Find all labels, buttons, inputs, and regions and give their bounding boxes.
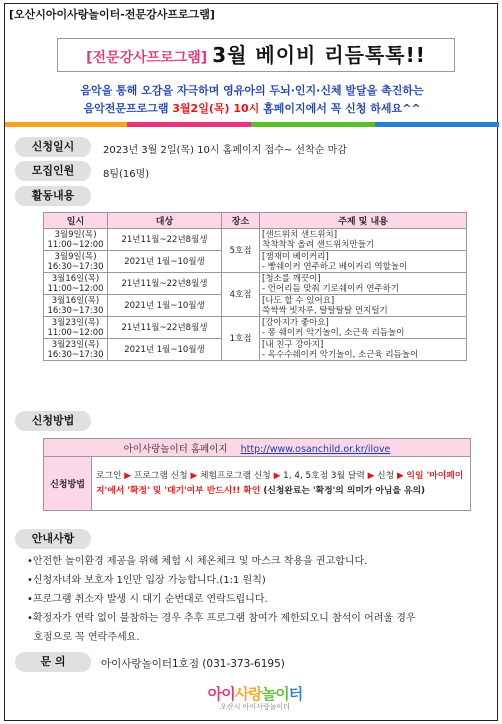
logo-subtext: 오산시 아이사랑놀이터 (220, 703, 290, 711)
capacity-label: 모집인원 (15, 161, 91, 181)
divider-stripe-pink (127, 122, 251, 127)
session-topic: [내 친구 강아지] - 옥수수쉐이커 악기놀이, 소근육 리듬놀이 (260, 339, 467, 361)
notice-item: 호점으로 꼭 연락주세요. (27, 632, 140, 643)
notice-item: •확정자가 연락 없이 불참하는 경우 추후 프로그램 참여가 제한되오니 참석이 어려울 경우 (27, 613, 416, 624)
apply-method-label: 신청방법 (15, 411, 91, 431)
description-line-1: 음악을 통해 오감을 자극하며 영유아의 두뇌·인지·신체 발달을 촉진하는 (80, 84, 424, 97)
logo-part: 아이 (207, 685, 235, 703)
divider-stripe-blue (375, 122, 499, 127)
session-datetime: 3월9일(목) 11:00~12:00 (44, 229, 108, 251)
table-row (44, 273, 467, 295)
contact-label: 문 의 (15, 652, 91, 672)
col-header-topic: 주제 및 내용 (260, 213, 467, 229)
arrow-right-icon: ▶ (190, 470, 198, 481)
apply-steps: 로그인 ▶ 프로그램 신청 ▶ 체험프로그램 신청 ▶ 1, 4, 5호점 3월 달력 ▶ 신청 ▶ 익일 '마이페이지'에서 '확정' 및 '대기'여부 반드시!! 확인 (신청완료는 '확정'의 의미가 아님을 유의) (92, 457, 471, 511)
apply-date-label: 신청일시 (15, 137, 91, 157)
session-datetime: 3월16일(목) 11:00~12:00 (44, 273, 108, 295)
notice-item: •신청자녀와 보호자 1인만 입장 가능합니다.(1:1 원칙) (27, 575, 266, 586)
title-box (57, 38, 455, 72)
col-header-date: 일시 (44, 213, 108, 229)
schedule-header-row (44, 213, 467, 229)
divider-stripe-green (251, 122, 375, 127)
session-datetime: 3월9일(목) 16:30~17:30 (44, 251, 108, 273)
contact-value: 아이사랑놀이터1호점 (031-373-6195) (101, 658, 285, 670)
notice-label: 안내사항 (15, 529, 91, 549)
table-row (44, 317, 467, 339)
session-place: 4호점 (222, 273, 260, 317)
arrow-right-icon: ▶ (273, 470, 281, 481)
session-topic: [나도 할 수 있어요] 쓱싹싹 빗자루, 탈탈탈탈 먼지털기 (260, 295, 467, 317)
apply-site-row (44, 439, 471, 457)
confirm-warning: 익일 '마이페이지'에서 '확정' 및 '대기'여부 반드시!! 확인 (96, 470, 464, 496)
session-target: 21년11월~22년8월생 (108, 317, 222, 339)
arrow-right-icon: ▶ (367, 470, 375, 481)
logo-part: 놀이 (261, 685, 289, 703)
notice-item: •프로그램 취소자 발생 시 대기 순번대로 연락드립니다. (27, 594, 268, 605)
session-topic: [샌드위치 샌드위치] 착착착착 올려 샌드위치만들기 (260, 229, 467, 251)
session-datetime: 3월23일(목) 16:30~17:30 (44, 339, 108, 361)
session-datetime: 3월23일(목) 11:00~12:00 (44, 317, 108, 339)
session-place: 5호점 (222, 229, 260, 273)
apply-side-label: 신청방법 (44, 457, 92, 511)
logo-part: 사랑 (234, 685, 262, 703)
session-target: 21년11월~22년8월생 (108, 229, 222, 251)
confirm-note: (신청완료는 '확정'의 의미가 아님을 유의) (260, 485, 425, 496)
logo-part: 터 (288, 685, 303, 703)
title-prefix: [전문강사프로그램] (86, 50, 208, 66)
col-header-target: 대상 (108, 213, 222, 229)
org-heading: [오산시아이사랑놀이터-전문강사프로그램] (9, 8, 215, 21)
session-topic: [잼재미 베이커리] - 빵쉐이커 연주하고 베이커리 역할놀이 (260, 251, 467, 273)
poster-frame (4, 3, 498, 721)
col-header-place: 장소 (222, 213, 260, 229)
session-target: 21년11월~22년8월생 (108, 273, 222, 295)
arrow-right-icon: ▶ (396, 470, 404, 481)
schedule-table (43, 212, 467, 361)
session-place: 1호점 (222, 317, 260, 361)
apply-method-table (43, 438, 471, 511)
apply-date-value: 2023년 3월 2일(목) 10시 홈페이지 접수~ 선착순 마감 (103, 145, 347, 156)
session-topic: [청소를 깨끗이] - 언어리듬 맞춰 기로쉐이커 연주하기 (260, 273, 467, 295)
session-datetime: 3월16일(목) 16:30~17:30 (44, 295, 108, 317)
apply-site-link[interactable]: http://www.osanchild.or.kr/ilove (240, 443, 391, 455)
divider-stripe-orange (5, 122, 127, 127)
apply-site-name: 아이사랑놀이터 홈페이지 (123, 443, 228, 455)
page-title: 3월 베이비 리듬톡톡!! (212, 43, 426, 67)
session-target: 2021년 1월~10월생 (108, 295, 222, 317)
logo-text (203, 683, 307, 704)
session-target: 2021년 1월~10월생 (108, 339, 222, 361)
apply-datetime-highlight: 3월2일(목) 10시 (172, 102, 260, 115)
session-topic: [강아지가 좋아요] - 퐁 쉐이커 악기놀이, 소근육 리듬놀이 (260, 317, 467, 339)
session-target: 2021년 1월~10월생 (108, 251, 222, 273)
description-line-2: 음악전문프로그램 3월2일(목) 10시 홈페이지에서 꼭 신청 하세요^^ (83, 102, 421, 115)
notice-item: •안전한 놀이환경 제공을 위해 체험 시 체온체크 및 마스크 착용을 권고합니다. (27, 556, 368, 567)
activity-label: 활동내용 (15, 186, 91, 206)
arrow-right-icon: ▶ (124, 470, 132, 481)
logo (203, 683, 307, 721)
table-row (44, 229, 467, 251)
capacity-value: 8팀(16명) (103, 169, 150, 180)
